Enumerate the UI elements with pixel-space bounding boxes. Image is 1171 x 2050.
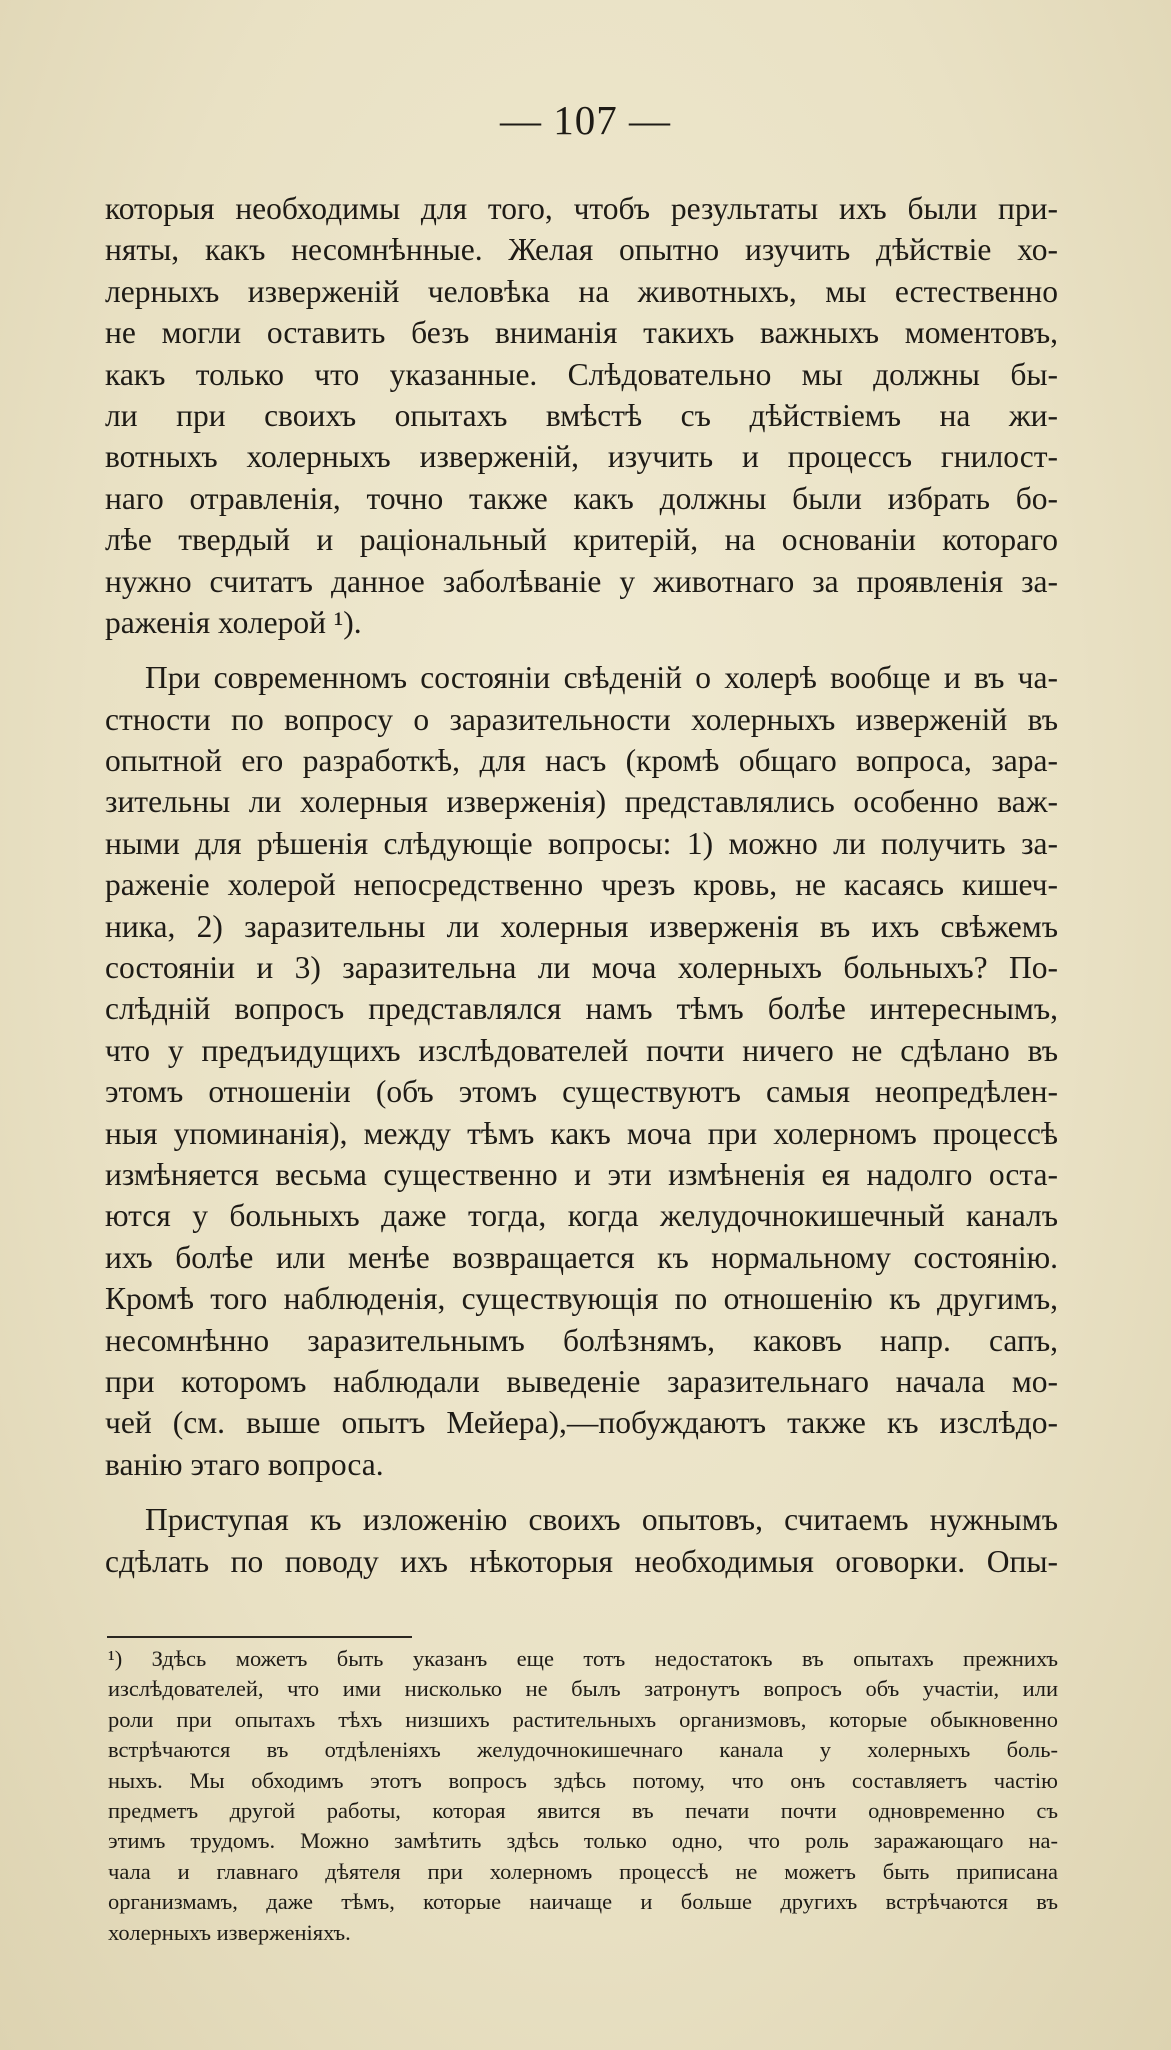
text-line: лѣе твердый и раціональный критерій, на основаніи котораго — [105, 522, 1058, 558]
text-line: нужно считатъ данное заболѣваніе у животнаго за проявленія за- — [105, 563, 1058, 599]
footnote-line: чала и главнаго дѣятеля при холерномъ процессѣ не можетъ быть приписана — [108, 1858, 1058, 1884]
text-line: ника, 2) заразительны ли холерныя изверженія въ ихъ свѣжемъ — [105, 908, 1058, 944]
text-line: раженіе холерой непосредственно чрезъ кровь, не касаясь кишеч- — [105, 867, 1058, 903]
text-line: лерныхъ изверженій человѣка на животныхъ, мы естественно — [105, 273, 1058, 309]
footnote-divider — [107, 1636, 412, 1638]
text-line: ихъ болѣе или менѣе возвращается къ нормальному состоянію. — [105, 1239, 1058, 1275]
paragraph-1 — [105, 188, 1058, 643]
text-line: зительны ли холерныя изверженія) представлялись особенно важ- — [105, 784, 1058, 820]
text-line: вотныхъ холерныхъ изверженій, изучить и процессъ гнилост- — [105, 439, 1058, 475]
text-line: Приступая къ изложенію своихъ опытовъ, считаемъ нужнымъ — [145, 1502, 1058, 1538]
footnote-line: встрѣчаются въ отдѣленіяхъ желудочнокишечнаго канала у холерныхъ боль- — [108, 1737, 1058, 1763]
footnote-line: предметъ другой работы, которая явится въ печати почти одновременно съ — [108, 1797, 1058, 1823]
main-text — [105, 188, 1058, 1582]
footnote-line: холерныхъ изверженіяхъ. — [108, 1919, 351, 1945]
text-line: ныя упоминанія), между тѣмъ какъ моча при холерномъ процессѣ — [105, 1115, 1058, 1151]
text-line: ными для рѣшенія слѣдующіе вопросы: 1) можно ли получить за- — [105, 825, 1058, 861]
text-line: не могли оставить безъ вниманія такихъ важныхъ моментовъ, — [105, 315, 1058, 351]
text-line: чей (см. выше опытъ Мейера),—побуждаютъ также къ изслѣдо- — [105, 1405, 1058, 1441]
text-line: при которомъ наблюдали выведеніе заразительнаго начала мо- — [105, 1363, 1058, 1399]
text-line: ванію этаго вопроса. — [105, 1446, 384, 1482]
footnote-line: ныхъ. Мы обходимъ этотъ вопросъ здѣсь потому, что онъ составляетъ частію — [108, 1767, 1058, 1793]
text-line: наго отравленія, точно также какъ должны были избрать бо- — [105, 480, 1058, 516]
text-line: состояніи и 3) заразительна ли моча холерныхъ больныхъ? По- — [105, 950, 1058, 986]
text-line: стности по вопросу о заразительности холерныхъ изверженій въ — [105, 701, 1058, 737]
text-line: этомъ отношеніи (объ этомъ существуютъ самыя неопредѣлен- — [105, 1074, 1058, 1110]
text-line: несомнѣнно заразительнымъ болѣзнямъ, каковъ напр. сапъ, — [105, 1322, 1058, 1358]
footnote-line: организмамъ, даже тѣмъ, которые наичаще и больше другихъ встрѣчаются въ — [108, 1889, 1058, 1915]
text-line: раженія холерой ¹). — [105, 604, 362, 640]
footnote-line: изслѣдователей, что ими нисколько не былъ затронутъ вопросъ объ участіи, или — [108, 1676, 1058, 1702]
text-line: ются у больныхъ даже тогда, когда желудочнокишечный каналъ — [105, 1198, 1058, 1234]
text-line: сдѣлать по поводу ихъ нѣкоторыя необходимыя оговорки. Опы- — [105, 1543, 1058, 1579]
paragraph-2 — [105, 657, 1058, 1485]
text-line: опытной его разработкѣ, для насъ (кромѣ общаго вопроса, зара- — [105, 743, 1058, 779]
page-number: — 107 — — [500, 97, 671, 143]
footnote-line: ¹) Здѣсь можетъ быть указанъ еще тотъ недостатокъ въ опытахъ прежнихъ — [108, 1646, 1058, 1671]
text-line: что у предъидущихъ изслѣдователей почти ничего не сдѣлано въ — [105, 1032, 1058, 1068]
text-line: При современномъ состояніи свѣденій о холерѣ вообще и въ ча- — [145, 660, 1058, 696]
footnote — [108, 1644, 1058, 1948]
footnote-line: роли при опытахъ тѣхъ низшихъ растительныхъ организмовъ, которые обыкновенно — [108, 1706, 1058, 1732]
text-line: которыя необходимы для того, чтобъ результаты ихъ были при- — [105, 191, 1058, 226]
text-line: няты, какъ несомнѣнные. Желая опытно изучить дѣйствіе хо- — [105, 232, 1058, 268]
text-line: измѣняется весьма существенно и эти измѣненія ея надолго оста- — [105, 1156, 1058, 1192]
text-line: слѣдній вопросъ представлялся намъ тѣмъ болѣе интереснымъ, — [105, 991, 1058, 1027]
text-line: Кромѣ того наблюденія, существующія по отношенію къ другимъ, — [105, 1281, 1058, 1317]
footnote-line: этимъ трудомъ. Можно замѣтить здѣсь только одно, что роль заражающаго на- — [108, 1828, 1058, 1854]
text-line: ли при своихъ опытахъ вмѣстѣ съ дѣйствіемъ на жи- — [105, 397, 1058, 433]
text-line: какъ только что указанные. Слѣдовательно мы должны бы- — [105, 356, 1058, 392]
paragraph-3 — [105, 1499, 1058, 1582]
